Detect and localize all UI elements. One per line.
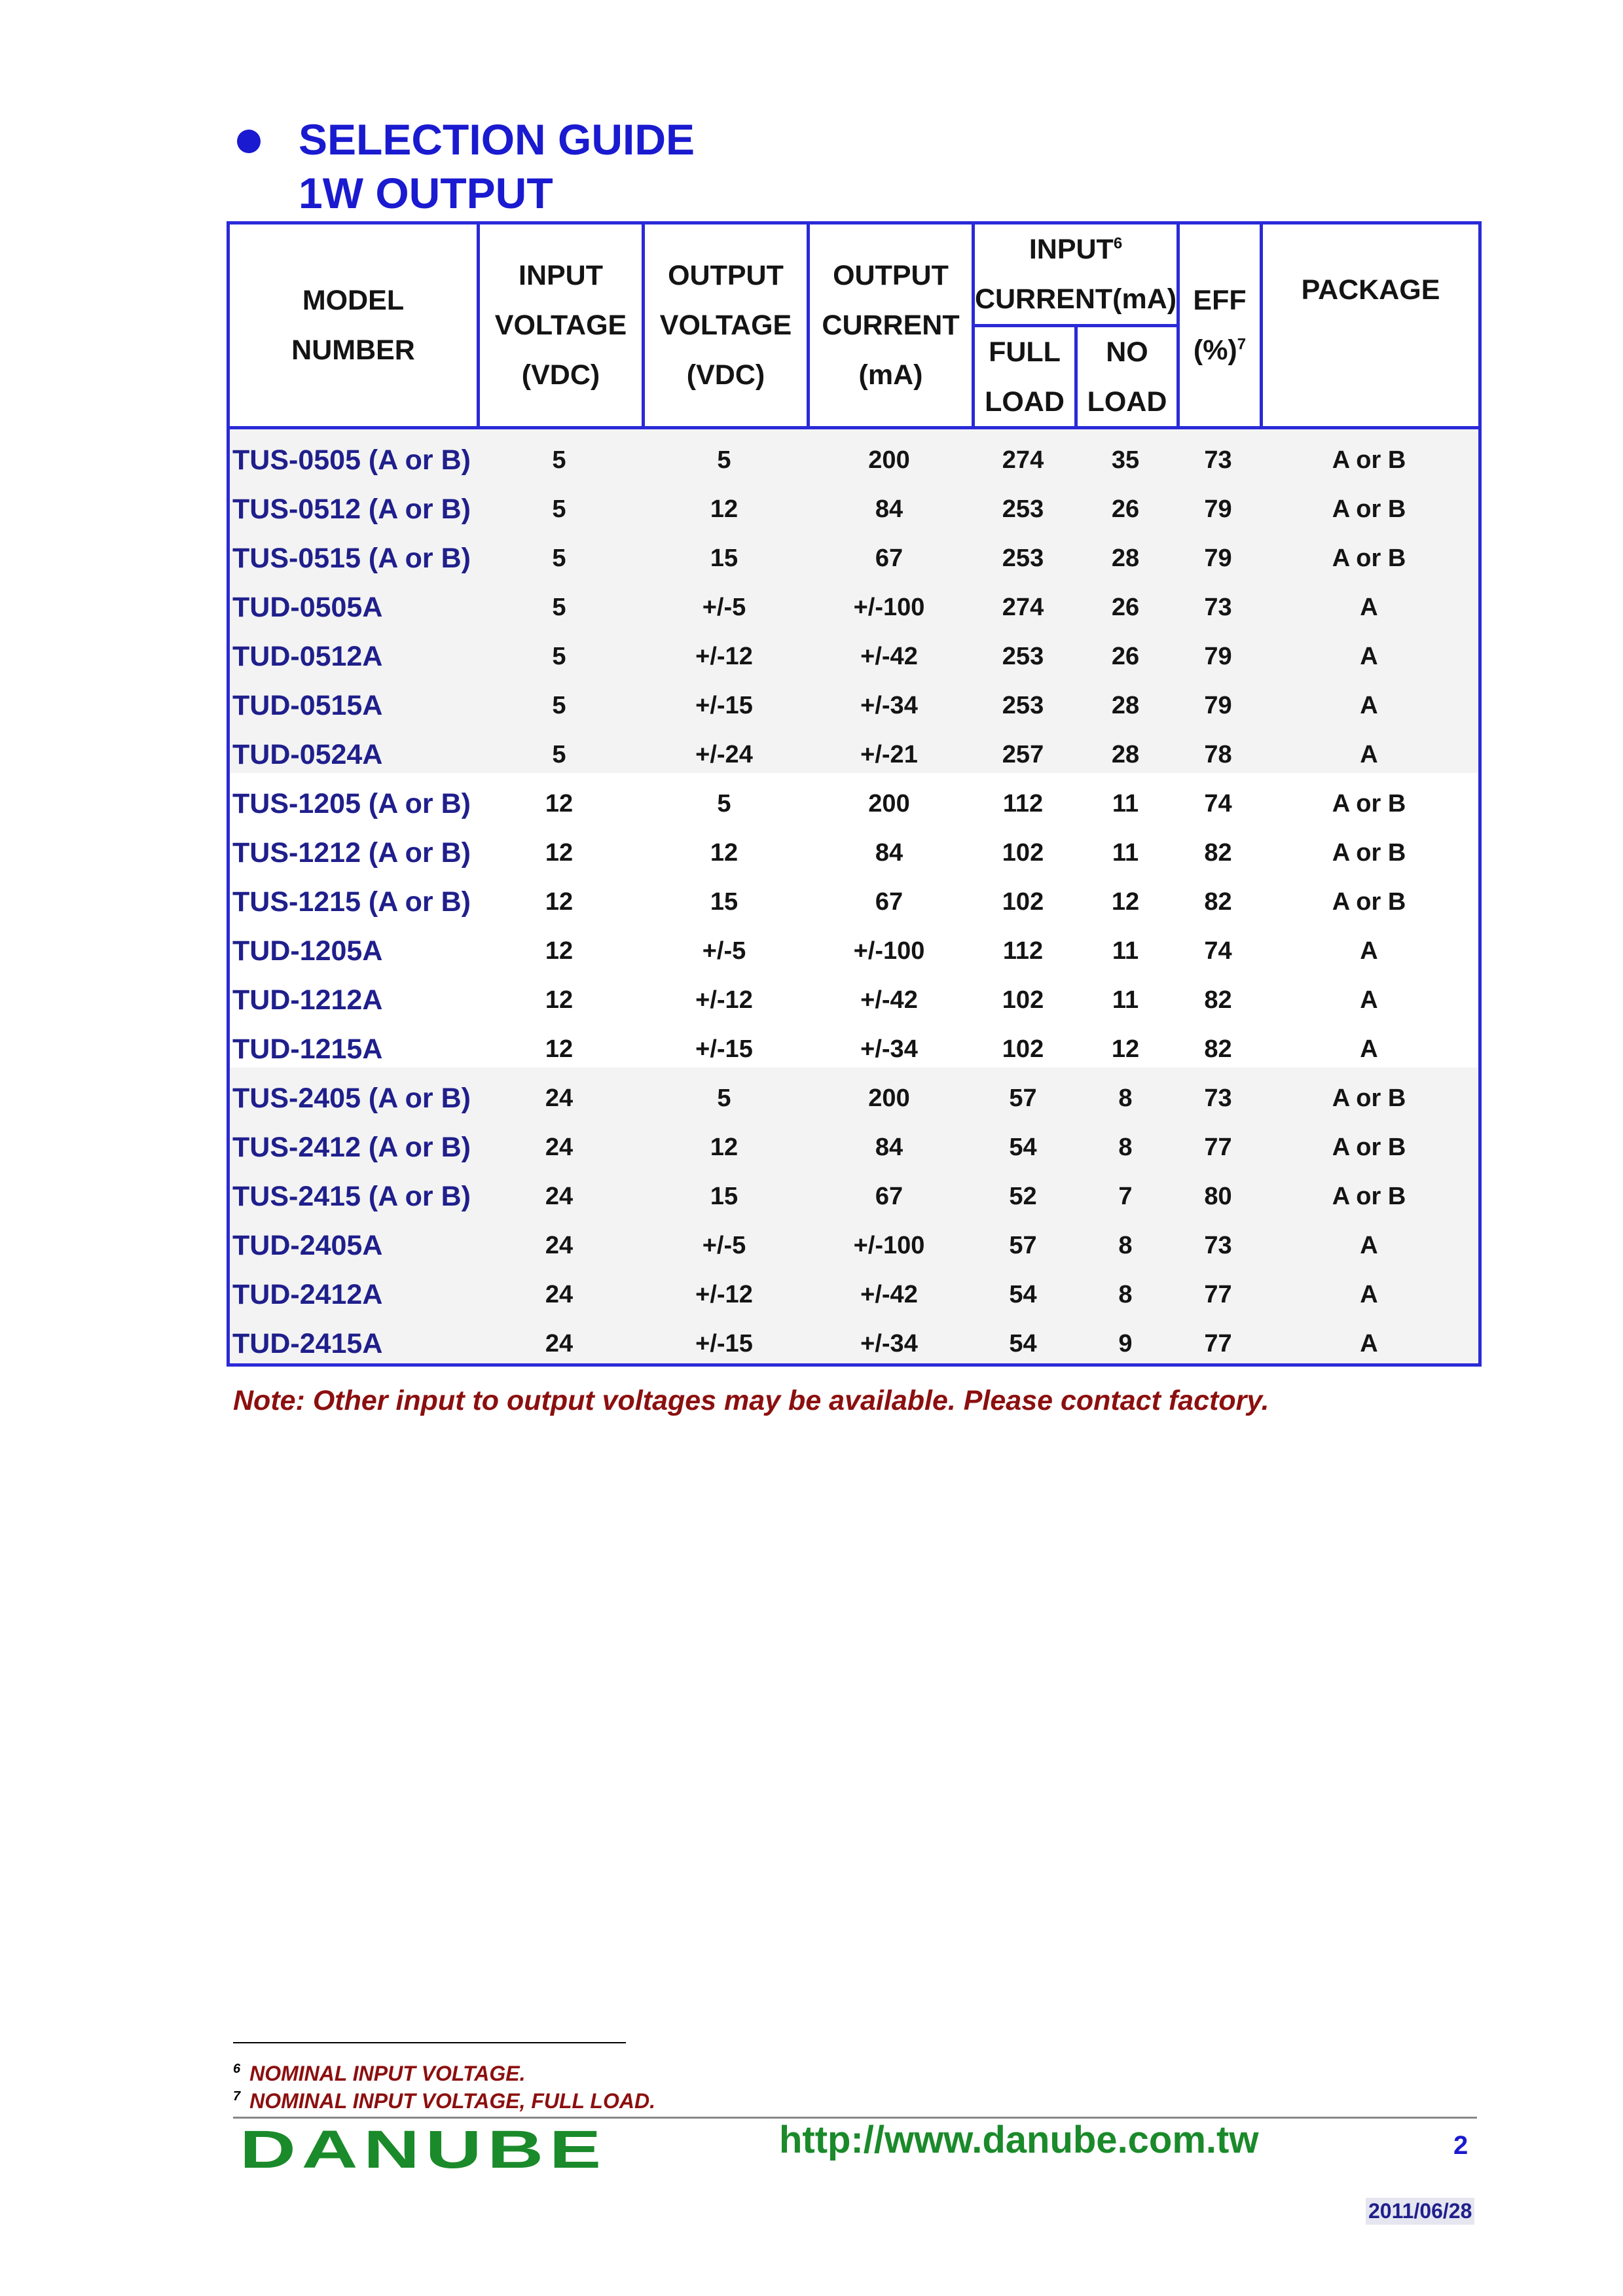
full-load-current: 274 — [1002, 446, 1044, 474]
bullet-icon — [237, 130, 261, 153]
divider — [972, 324, 1180, 327]
output-voltage: +/-15 — [695, 1035, 753, 1063]
efficiency: 78 — [1204, 741, 1232, 768]
output-current: 200 — [868, 1085, 910, 1112]
revision-date: 2011/06/28 — [1366, 2198, 1474, 2225]
header-input-current: INPUT$^6$ CURRENT(mA) — [974, 234, 1177, 315]
efficiency: 73 — [1204, 1085, 1232, 1112]
output-current: +/-100 — [853, 594, 925, 621]
output-current: 84 — [875, 495, 903, 523]
output-voltage: 12 — [710, 839, 739, 867]
model-number: TUD-0515A — [232, 690, 383, 721]
input-voltage: 12 — [545, 839, 574, 867]
no-load-current: 8 — [1118, 1281, 1133, 1308]
no-load-current: 8 — [1118, 1134, 1133, 1161]
package: A or B — [1332, 495, 1406, 523]
model-number: TUD-1212A — [232, 984, 383, 1016]
input-voltage: 24 — [545, 1330, 574, 1357]
efficiency: 82 — [1204, 986, 1232, 1014]
efficiency: 74 — [1204, 790, 1232, 817]
efficiency: 77 — [1204, 1281, 1232, 1308]
no-load-current: 11 — [1112, 790, 1139, 817]
input-voltage: 24 — [545, 1183, 574, 1210]
model-number: TUD-2412A — [232, 1279, 383, 1310]
table-row — [230, 1319, 1478, 1369]
input-voltage: 5 — [552, 446, 566, 474]
full-load-current: 274 — [1002, 594, 1044, 621]
efficiency: 79 — [1204, 495, 1232, 523]
no-load-current: 11 — [1112, 986, 1139, 1014]
table-row — [230, 534, 1478, 583]
package: A or B — [1332, 446, 1406, 474]
package: A or B — [1332, 545, 1406, 572]
full-load-current: 112 — [1002, 790, 1044, 817]
input-voltage: 5 — [552, 594, 566, 621]
package: A or B — [1332, 839, 1406, 867]
efficiency: 73 — [1204, 594, 1232, 621]
full-load-current: 52 — [1009, 1183, 1037, 1210]
table-row — [230, 632, 1478, 681]
output-voltage: +/-12 — [695, 986, 753, 1014]
input-voltage: 24 — [545, 1085, 574, 1112]
full-load-current: 253 — [1002, 692, 1044, 719]
input-voltage: 24 — [545, 1232, 574, 1259]
model-number: TUD-1215A — [232, 1033, 383, 1065]
output-voltage: 5 — [717, 790, 731, 817]
table-row — [230, 583, 1478, 632]
output-current: +/-34 — [860, 692, 918, 719]
efficiency: 79 — [1204, 643, 1232, 670]
full-load-current: 253 — [1002, 643, 1044, 670]
table-row — [230, 485, 1478, 534]
divider — [227, 426, 1482, 429]
output-voltage: +/-24 — [695, 741, 753, 768]
footnote-6: $^6$ NOMINAL INPUT VOLTAGE. — [233, 2062, 526, 2085]
output-current: 67 — [875, 1183, 903, 1210]
output-current: +/-42 — [860, 986, 918, 1014]
package: A — [1360, 643, 1378, 670]
efficiency: 79 — [1204, 692, 1232, 719]
header-package: PACKAGE — [1301, 274, 1440, 306]
header-no-load: NO LOAD — [1087, 336, 1167, 418]
package: A — [1360, 1232, 1378, 1259]
output-voltage: +/-15 — [695, 1330, 753, 1357]
input-voltage: 24 — [545, 1281, 574, 1308]
full-load-current: 112 — [1002, 937, 1044, 965]
efficiency: 73 — [1204, 1232, 1232, 1259]
no-load-current: 12 — [1111, 1035, 1140, 1063]
model-number: TUS-2412 (A or B) — [232, 1132, 471, 1163]
full-load-current: 57 — [1009, 1232, 1037, 1259]
full-load-current: 257 — [1002, 741, 1044, 768]
table-row — [230, 1123, 1478, 1172]
package: A — [1360, 986, 1378, 1014]
model-number: TUS-1215 (A or B) — [232, 886, 471, 918]
no-load-current: 26 — [1111, 594, 1140, 621]
website-link[interactable]: http://www.danube.com.tw — [779, 2119, 1259, 2161]
no-load-current: 28 — [1111, 741, 1140, 768]
no-load-current: 28 — [1111, 545, 1140, 572]
output-current: +/-34 — [860, 1035, 918, 1063]
page-title: SELECTION GUIDE — [299, 115, 695, 164]
package: A — [1360, 594, 1378, 621]
table-row — [230, 681, 1478, 730]
table-row — [230, 927, 1478, 976]
full-load-current: 54 — [1009, 1134, 1037, 1161]
full-load-current: 102 — [1002, 1035, 1044, 1063]
no-load-current: 8 — [1118, 1085, 1133, 1112]
divider — [477, 221, 480, 429]
full-load-current: 57 — [1009, 1085, 1037, 1112]
package: A — [1360, 741, 1378, 768]
output-current: +/-42 — [860, 1281, 918, 1308]
no-load-current: 35 — [1111, 446, 1140, 474]
full-load-current: 102 — [1002, 839, 1044, 867]
full-load-current: 102 — [1002, 888, 1044, 916]
package: A or B — [1332, 1085, 1406, 1112]
input-voltage: 12 — [545, 986, 574, 1014]
footnote-ref-7: 7 — [1237, 335, 1247, 353]
full-load-current: 102 — [1002, 986, 1044, 1014]
no-load-current: 11 — [1112, 839, 1139, 867]
output-voltage: 15 — [710, 545, 739, 572]
model-number: TUD-0512A — [232, 641, 383, 672]
input-voltage: 5 — [552, 741, 566, 768]
output-current: 67 — [875, 545, 903, 572]
footnote-7: $^7$ NOMINAL INPUT VOLTAGE, FULL LOAD. — [233, 2089, 655, 2113]
efficiency: 79 — [1204, 545, 1232, 572]
input-voltage: 5 — [552, 692, 566, 719]
footnote-rule — [233, 2042, 626, 2043]
table-row — [230, 730, 1478, 780]
efficiency: 82 — [1204, 839, 1232, 867]
output-voltage: 5 — [717, 446, 731, 474]
divider — [807, 221, 810, 429]
output-current: +/-100 — [853, 937, 925, 965]
efficiency: 77 — [1204, 1330, 1232, 1357]
output-voltage: +/-15 — [695, 692, 753, 719]
table-row — [230, 878, 1478, 927]
output-voltage: 12 — [710, 1134, 739, 1161]
model-number: TUD-0524A — [232, 739, 383, 770]
output-current: 67 — [875, 888, 903, 916]
no-load-current: 9 — [1118, 1330, 1133, 1357]
full-load-current: 54 — [1009, 1281, 1037, 1308]
table-row — [230, 1074, 1478, 1123]
output-voltage: 5 — [717, 1085, 731, 1112]
model-number: TUD-0505A — [232, 592, 383, 623]
note-text: Note: Other input to output voltages may be available. Please contact factory. — [233, 1385, 1269, 1416]
divider — [1260, 221, 1263, 429]
header-output-current: OUTPUT CURRENT (mA) — [822, 260, 960, 391]
output-current: +/-34 — [860, 1330, 918, 1357]
input-voltage: 5 — [552, 643, 566, 670]
header-input-voltage: INPUT VOLTAGE (VDC) — [494, 260, 627, 391]
table-row — [230, 436, 1478, 485]
package: A — [1360, 1281, 1378, 1308]
output-voltage: +/-12 — [695, 1281, 753, 1308]
input-voltage: 24 — [545, 1134, 574, 1161]
output-current: +/-42 — [860, 643, 918, 670]
header-output-voltage: OUTPUT VOLTAGE (VDC) — [659, 260, 792, 391]
divider — [1074, 324, 1078, 429]
efficiency: 77 — [1204, 1134, 1232, 1161]
package: A — [1360, 1330, 1378, 1357]
footnote-ref-6: 6 — [1113, 234, 1123, 253]
efficiency: 74 — [1204, 937, 1232, 965]
full-load-current: 54 — [1009, 1330, 1037, 1357]
output-current: 84 — [875, 839, 903, 867]
page-subtitle: 1W OUTPUT — [299, 169, 553, 217]
package: A — [1360, 937, 1378, 965]
output-voltage: +/-5 — [702, 594, 746, 621]
model-number: TUS-0515 (A or B) — [232, 543, 471, 574]
table-row — [230, 976, 1478, 1025]
model-number: TUS-1212 (A or B) — [232, 837, 471, 869]
model-number: TUS-2405 (A or B) — [232, 1083, 471, 1114]
table-row — [230, 1025, 1478, 1074]
header-model-number: MODEL NUMBER — [291, 285, 415, 366]
input-voltage: 5 — [552, 545, 566, 572]
model-number: TUS-0505 (A or B) — [232, 444, 471, 476]
table-row — [230, 1221, 1478, 1270]
input-voltage: 12 — [545, 937, 574, 965]
no-load-current: 28 — [1111, 692, 1140, 719]
no-load-current: 7 — [1118, 1183, 1133, 1210]
table-row — [230, 1270, 1478, 1319]
output-current: 200 — [868, 790, 910, 817]
efficiency: 73 — [1204, 446, 1232, 474]
package: A or B — [1332, 1183, 1406, 1210]
package: A or B — [1332, 790, 1406, 817]
output-current: 84 — [875, 1134, 903, 1161]
model-number: TUD-1205A — [232, 935, 383, 967]
output-current: +/-100 — [853, 1232, 925, 1259]
input-voltage: 12 — [545, 1035, 574, 1063]
output-voltage: +/-5 — [702, 937, 746, 965]
output-voltage: 12 — [710, 495, 739, 523]
model-number: TUD-2415A — [232, 1328, 383, 1359]
model-number: TUS-1205 (A or B) — [232, 788, 471, 819]
divider — [642, 221, 645, 429]
efficiency: 82 — [1204, 888, 1232, 916]
input-voltage: 12 — [545, 888, 574, 916]
package: A or B — [1332, 1134, 1406, 1161]
output-voltage: 15 — [710, 888, 739, 916]
output-voltage: +/-5 — [702, 1232, 746, 1259]
efficiency: 82 — [1204, 1035, 1232, 1063]
package: A — [1360, 1035, 1378, 1063]
output-voltage: 15 — [710, 1183, 739, 1210]
full-load-current: 253 — [1002, 495, 1044, 523]
no-load-current: 26 — [1111, 643, 1140, 670]
header-full-load: FULL LOAD — [985, 336, 1065, 418]
package: A — [1360, 692, 1378, 719]
input-voltage: 5 — [552, 495, 566, 523]
page-number: 2 — [1453, 2131, 1468, 2160]
efficiency: 80 — [1204, 1183, 1232, 1210]
table-row — [230, 1172, 1478, 1221]
no-load-current: 12 — [1111, 888, 1140, 916]
full-load-current: 253 — [1002, 545, 1044, 572]
model-number: TUS-2415 (A or B) — [232, 1181, 471, 1212]
output-current: 200 — [868, 446, 910, 474]
input-voltage: 12 — [545, 790, 574, 817]
output-voltage: +/-12 — [695, 643, 753, 670]
model-number: TUS-0512 (A or B) — [232, 493, 471, 525]
table-row — [230, 829, 1478, 878]
package: A or B — [1332, 888, 1406, 916]
no-load-current: 11 — [1112, 937, 1139, 965]
no-load-current: 8 — [1118, 1232, 1133, 1259]
no-load-current: 26 — [1111, 495, 1140, 523]
header-efficiency: EFF (%)$^7$ — [1193, 285, 1247, 366]
table-row — [230, 780, 1478, 829]
output-current: +/-21 — [860, 741, 918, 768]
danube-logo: DANUBE — [240, 2120, 607, 2179]
model-number: TUD-2405A — [232, 1230, 383, 1261]
